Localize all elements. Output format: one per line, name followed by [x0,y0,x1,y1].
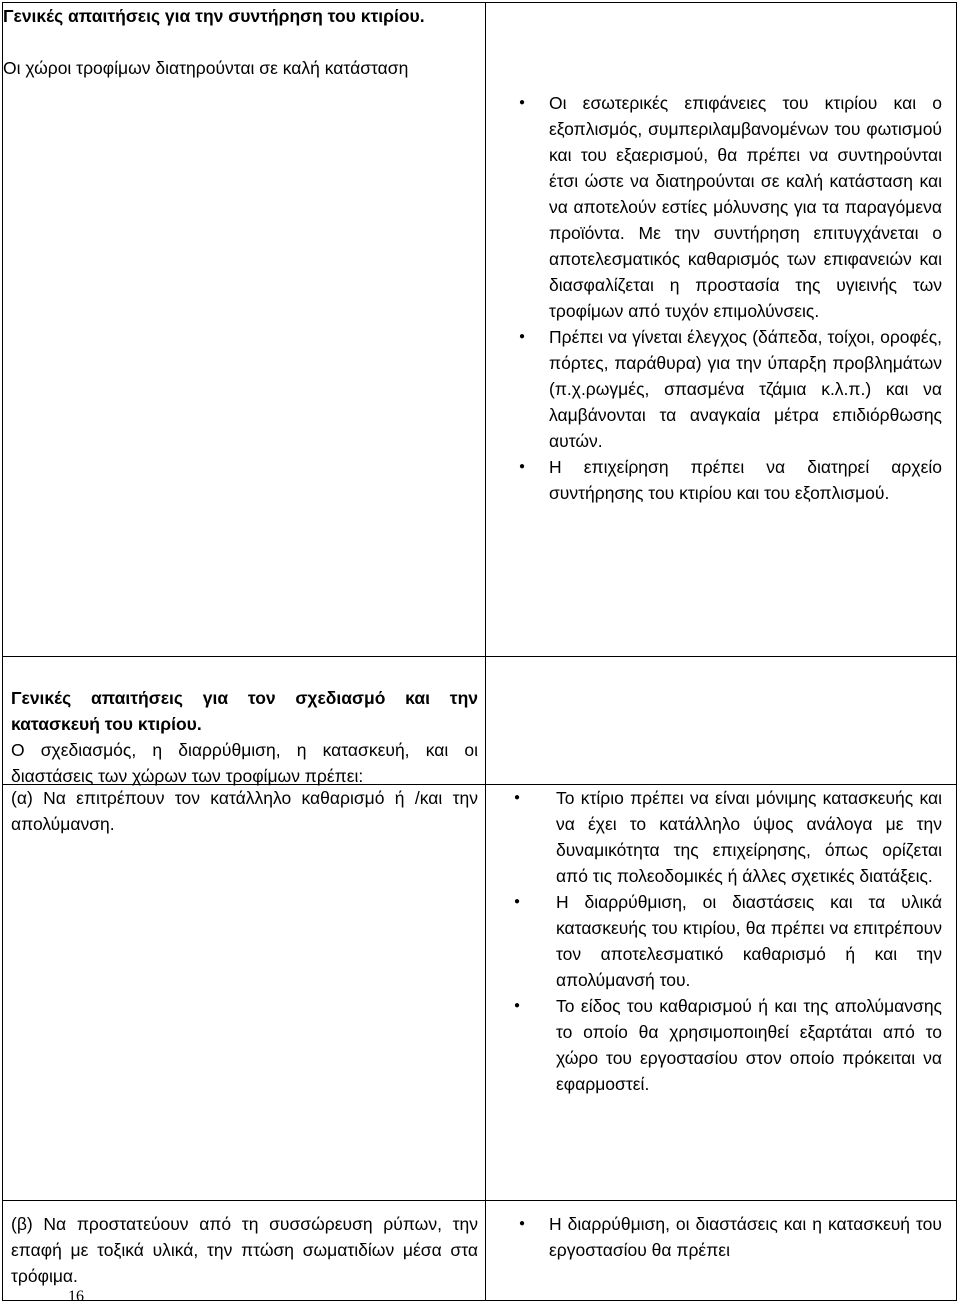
section-heading-maintenance: Γενικές απαιτήσεις για την συντήρηση του κτιρίου. [3,6,425,26]
table-row-maintenance [3,3,957,657]
maintenance-subject: Οι χώροι τροφίμων διατηρούνται σε καλή κατάσταση [3,58,409,78]
design-item-a-block [3,784,485,837]
design-right-top-block [486,657,956,784]
maintenance-right-cell [486,3,957,657]
design-bullet-list [486,785,956,1097]
design-heading-block [3,657,485,784]
design-item-b: (β) Να προστατεύουν από τη συσσώρευση ρύπων, την επαφή με τοξικά υλικά, την πτώση σωματιδίων μέσα στα τρόφιμα. [11,1214,478,1286]
table-row-design [3,657,957,1201]
design-item-a: (α) Να επιτρέπουν τον κατάλληλο καθαρισμό ή /και την απολύμανση. [11,788,478,834]
protection-right-cell [486,1201,957,1301]
protection-bullet-list [486,1201,956,1263]
design-intro-text: Ο σχεδιασμός, η διαρρύθμιση, η κατασκευή, και οι διαστάσεις των χώρων των τροφίμων πρέπει: [11,740,478,786]
list-item: ● Η διαρρύθμιση, οι διαστάσεις και τα υλικά κατασκευής του κτιρίου, θα πρέπει να επιτρέπουν τον αποτελεσματικό καθαρισμό ή και την απολύμανσή του. [486,889,942,993]
list-item: ● Πρέπει να γίνεται έλεγχος (δάπεδα, τοίχοι, οροφές, πόρτες, παράθυρα) για την ύπαρξη προβλημάτων (π.χ.ρωγμές, σπασμένα τζάμια κ.λ.π.) και να λαμβάνονται τα αναγκαία μέτρα επιδιόρθωσης αυτών. [486,324,942,454]
list-item: ● Το κτίριο πρέπει να είναι μόνιμης κατασκευής και να έχει το κατάλληλο ύψος ανάλογα με την δυναμικότητα της επιχείρησης, όπως ορίζεται από τις πολεοδομικές ή άλλες σχετικές διατάξεις. [486,785,942,889]
list-item: ● Οι εσωτερικές επιφάνειες του κτιρίου και ο εξοπλισμός, συμπεριλαμβανομένων του φωτισμού και του εξαερισμού, θα πρέπει να συντηρούνται έτσι ώστε να διατηρούνται σε καλή κατάσταση και να αποτελούν εστίες μόλυνσης για τα παραγόμενα προϊόντα. Με την συντήρηση επιτυγχάνεται ο αποτελεσματικός καθαρισμός των επιφανειών και διασφαλίζεται η προστασία της υγιεινής των τροφίμων από τυχόν επιμολύνσεις. [486,90,942,324]
list-item: ● Η διαρρύθμιση, οι διαστάσεις και η κατασκευή του εργοστασίου θα πρέπει [486,1211,942,1263]
section-heading-design: Γενικές απαιτήσεις για τον σχεδιασμό και την κατασκευή του κτιρίου. [11,688,478,734]
maintenance-left-cell [3,3,486,657]
protection-left-cell [3,1201,486,1301]
requirements-table [2,2,957,1301]
design-left-cell [3,657,486,1201]
design-right-list-block [486,784,956,1097]
list-item: ● Το είδος του καθαρισμού ή και της απολύμανσης το οποίο θα χρησιμοποιηθεί εξαρτάται από το χώρο του εργοστασίου στον οποίο πρόκειται να εφαρμοστεί. [486,993,942,1097]
list-item: ● Η επιχείρηση πρέπει να διατηρεί αρχείο συντήρησης του κτιρίου και του εξοπλισμού. [486,454,942,506]
page-number: 16 [68,1288,84,1305]
design-right-cell [486,657,957,1201]
maintenance-bullet-list [486,3,956,506]
table-row-protection [3,1201,957,1301]
